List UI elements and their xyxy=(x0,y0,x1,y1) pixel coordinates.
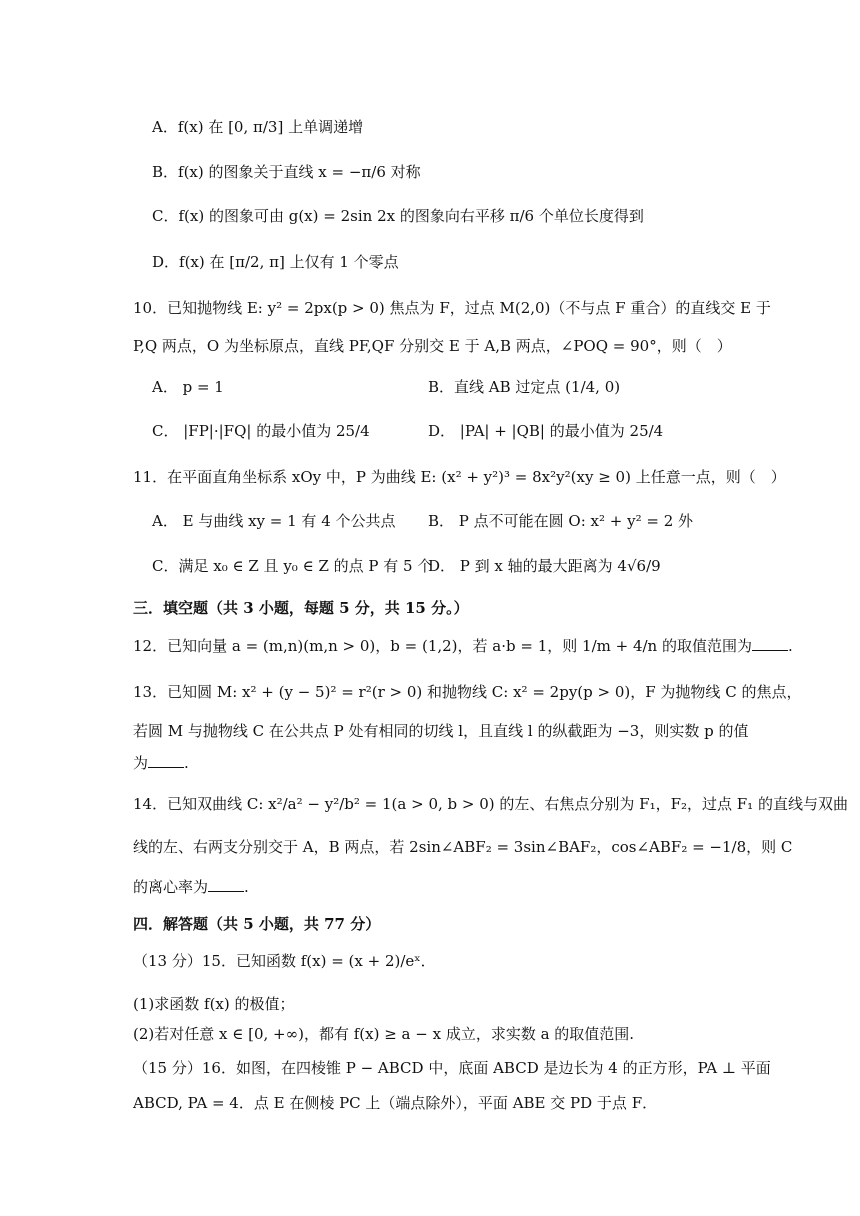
q11-option-d: D． P 到 x 轴的最大距离为 4√6/9 xyxy=(428,557,661,575)
q12-answer-blank[interactable] xyxy=(752,636,788,651)
q13-stem-line3: 为 . xyxy=(133,754,189,772)
q14-stem-line1: 14．已知双曲线 C: x²/a² − y²/b² = 1(a > 0, b > 0) 的左、右焦点分别为 F₁，F₂，过点 F₁ 的直线与双曲 xyxy=(133,795,848,813)
q15-part-2: (2)若对任意 x ∈ [0, +∞)，都有 f(x) ≥ a − x 成立，求实数 a 的取值范围. xyxy=(133,1025,635,1043)
q11-option-a: A． E 与曲线 xy = 1 有 4 个公共点 xyxy=(152,512,396,530)
q14-tail-text: 的离心率为 xyxy=(133,878,209,896)
section-3-heading: 三．填空题（共 3 小题，每题 5 分，共 15 分。） xyxy=(133,599,469,617)
q13-stem-line1: 13．已知圆 M: x² + (y − 5)² = r²(r > 0) 和抛物线 C: x² = 2py(p > 0)，F 为抛物线 C 的焦点， xyxy=(133,683,802,701)
q10-stem-line2: P,Q 两点，O 为坐标原点，直线 PF,QF 分别交 E 于 A,B 两点，∠POQ = 90°，则（ ） xyxy=(133,337,732,355)
q9-option-a: A．f(x) 在 [0, π/3] 上单调递增 xyxy=(152,118,364,136)
q10-option-c: C． |FP|·|FQ| 的最小值为 25/4 xyxy=(152,422,370,440)
q12-stem: 12．已知向量 a = (m,n)(m,n > 0)，b = (1,2)，若 a·b = 1，则 1/m + 4/n 的取值范围为 . xyxy=(133,637,793,655)
q10-option-b: B．直线 AB 过定点 (1/4, 0) xyxy=(428,378,621,396)
q16-stem-line1: （15 分）16．如图，在四棱锥 P − ABCD 中，底面 ABCD 是边长为 4 的正方形，PA ⊥ 平面 xyxy=(133,1059,771,1077)
q13-tail-text: 为 xyxy=(133,754,149,772)
q13-answer-blank[interactable] xyxy=(148,753,184,768)
q14-stem-line3: 的离心率为 . xyxy=(133,878,249,896)
section-4-heading: 四．解答题（共 5 小题，共 77 分） xyxy=(133,915,381,933)
q10-option-d: D． |PA| + |QB| 的最小值为 25/4 xyxy=(428,422,664,440)
q11-option-b: B． P 点不可能在圆 O: x² + y² = 2 外 xyxy=(428,512,694,530)
q13-stem-line2: 若圆 M 与抛物线 C 在公共点 P 处有相同的切线 l，且直线 l 的纵截距为 −3，则实数 p 的值 xyxy=(133,722,749,740)
q10-stem-line1: 10．已知抛物线 E: y² = 2px(p > 0) 焦点为 F，过点 M(2,0)（不与点 F 重合）的直线交 E 于 xyxy=(133,299,771,317)
q12-text: 12．已知向量 a = (m,n)(m,n > 0)，b = (1,2)，若 a·b = 1，则 1/m + 4/n 的取值范围为 xyxy=(133,637,752,655)
q14-stem-line2: 线的左、右两支分别交于 A，B 两点，若 2sin∠ABF₂ = 3sin∠BAF₂，cos∠ABF₂ = −1/8，则 C xyxy=(133,838,793,856)
q9-option-c: C．f(x) 的图象可由 g(x) = 2sin 2x 的图象向右平移 π/6 个单位长度得到 xyxy=(152,207,644,225)
q15-part-1: (1)求函数 f(x) 的极值； xyxy=(133,995,295,1013)
q14-answer-blank[interactable] xyxy=(208,877,244,892)
q11-option-c: C．满足 x₀ ∈ Z 且 y₀ ∈ Z 的点 P 有 5 个 xyxy=(152,557,433,575)
q9-option-d: D．f(x) 在 [π/2, π] 上仅有 1 个零点 xyxy=(152,253,399,271)
q9-option-b: B．f(x) 的图象关于直线 x = −π/6 对称 xyxy=(152,163,421,181)
q15-stem: （13 分）15．已知函数 f(x) = (x + 2)/eˣ． xyxy=(133,952,436,970)
q11-stem: 11．在平面直角坐标系 xOy 中，P 为曲线 E: (x² + y²)³ = 8x²y²(xy ≥ 0) 上任意一点，则（ ） xyxy=(133,468,786,486)
q16-stem-line2: ABCD, PA = 4．点 E 在侧棱 PC 上（端点除外），平面 ABE 交 PD 于点 F． xyxy=(133,1094,658,1112)
q10-option-a: A． p = 1 xyxy=(152,378,224,396)
